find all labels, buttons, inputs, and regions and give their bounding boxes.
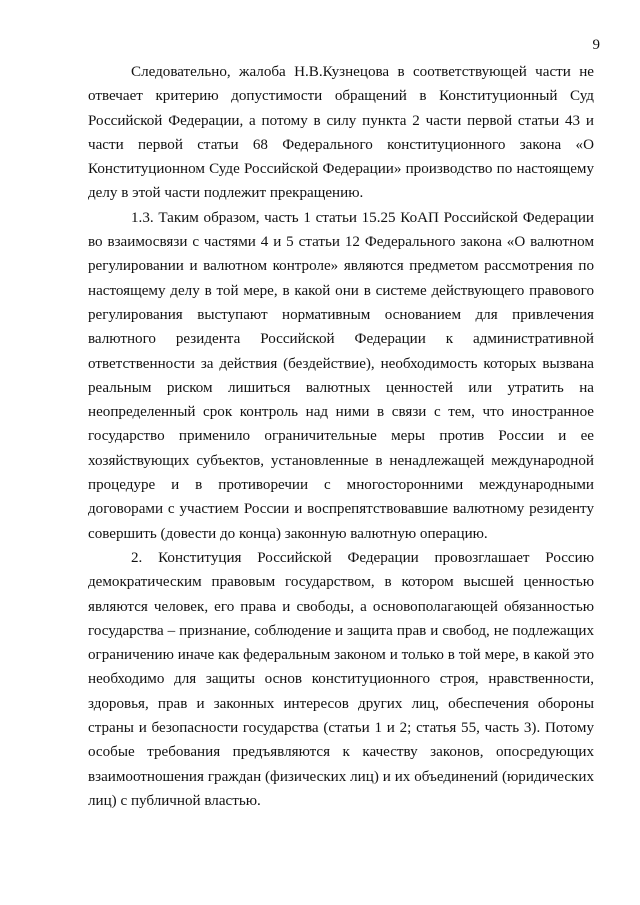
paragraph-conclusion: Следовательно, жалоба Н.В.Кузнецова в соответствующей части не отвечает критерию допустимости обращений в Конституционный Суд Российской Федерации, а потому в силу пункта 2 части первой статьи 43 и части первой статьи 68 Федерального конституционного закона «О Конституционном Суде Российской Федерации» производство по настоящему делу в этой части подлежит прекращению.	[88, 64, 594, 202]
page-number: 9	[592, 37, 600, 53]
paragraph-section-2: 2. Конституция Российской Федерации провозглашает Россию демократическим правовым государством, в котором высшей ценностью являются человек, его права и свободы, а основополагающей обязанностью государства – признание, соблюдение и защита прав и свобод, не подлежащих ограничению иначе как федеральным законом и только в той мере, в какой это необходимо для защиты основ конституционного строя, нравственности, здоровья, прав и законных интересов других лиц, обеспечения обороны страны и безопасности государства (статьи 1 и 2; статья 55, часть 3). Потому особые требования предъявляются к качеству законов, опосредующих взаимоотношения граждан (физических лиц) и их объединений (юридических лиц) с публичной властью.	[88, 549, 594, 809]
document-body	[88, 60, 594, 813]
paragraph-section-1-3: 1.3. Таким образом, часть 1 статьи 15.25 КоАП Российской Федерации во взаимосвязи с частями 4 и 5 статьи 12 Федерального закона «О валютном регулировании и валютном контроле» являются предметом рассмотрения по настоящему делу в той мере, в какой они в системе действующего правового регулирования выступают нормативным основанием для привлечения валютного резидента Российской Федерации к административной ответственности за действия (бездействие), необходимость которых вызвана реальным риском лишиться валютных ценностей или утратить на неопределенный срок контроль над ними в связи с тем, что иностранное государство применило ограничительные меры против России и ее хозяйствующих субъектов, установленные в ненадлежащей международной процедуре и в противоречии с многосторонними международными договорами с участием России и воспрепятствовавшие валютному резиденту совершить (довести до конца) законную валютную операцию.	[88, 209, 594, 542]
